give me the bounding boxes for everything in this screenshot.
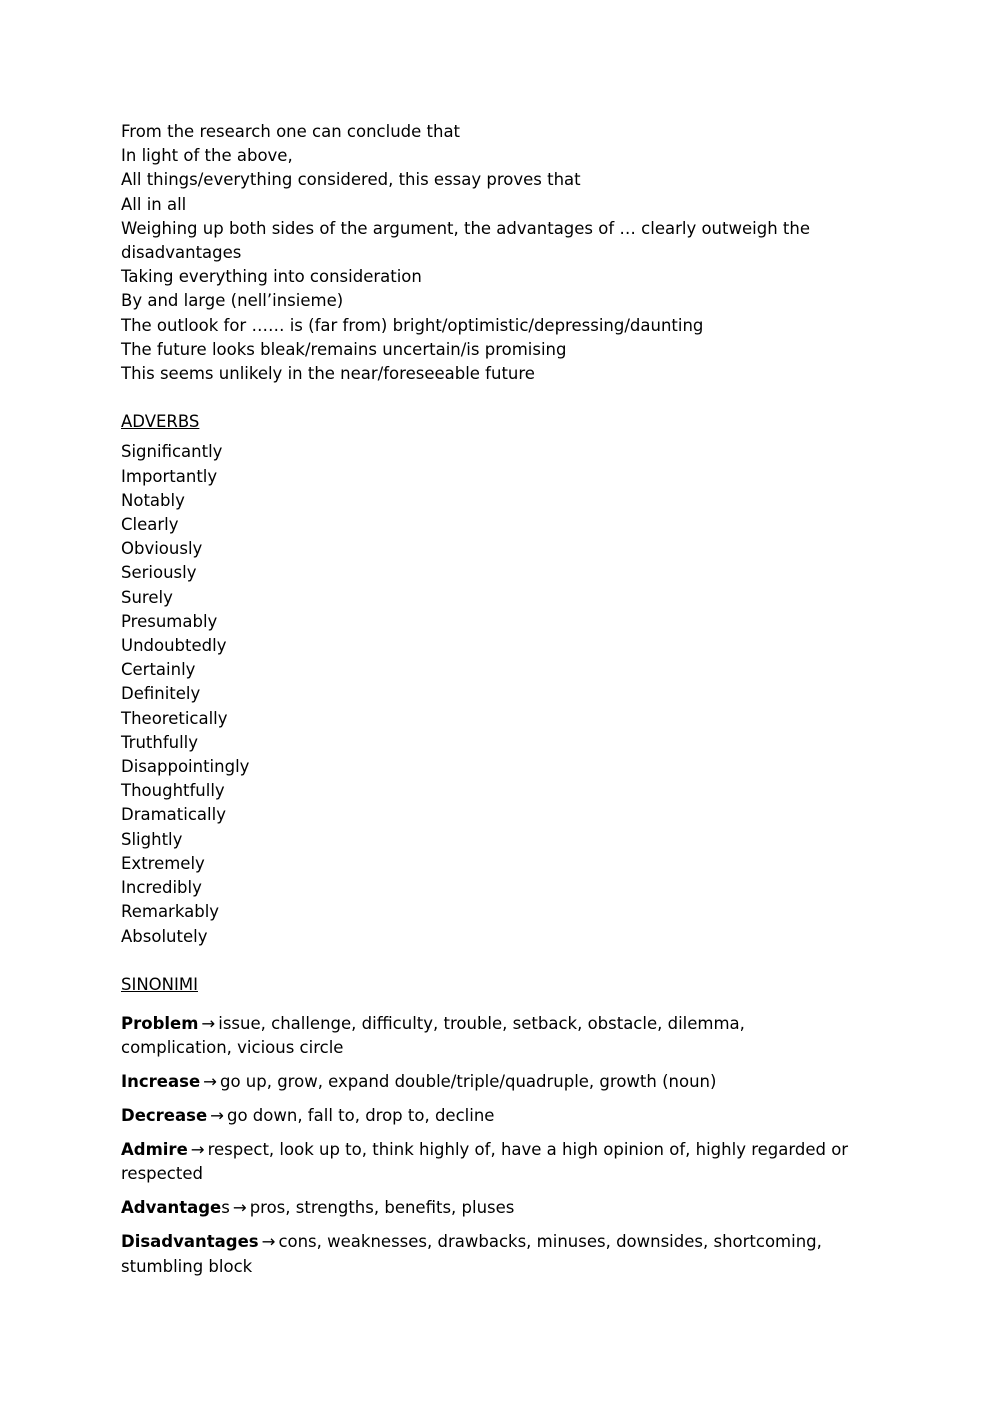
- list-item: By and large (nell’insieme): [121, 291, 344, 311]
- arrow-icon: →: [203, 1072, 217, 1092]
- document-page: [121, 120, 861, 1289]
- list-item: Undoubtedly: [121, 636, 227, 656]
- arrow-icon: →: [232, 1198, 247, 1218]
- adverbs-heading: ADVERBS: [121, 412, 200, 432]
- synonym-definition: issue, challenge, difficulty, trouble, setback, obstacle, dilemma, complication, vicious circle: [121, 1013, 745, 1058]
- synonym-term: Problem: [121, 1013, 199, 1033]
- list-item: Incredibly: [121, 878, 202, 898]
- synonym-term: Disadvantages: [121, 1232, 259, 1252]
- list-item: Taking everything into consideration: [121, 267, 422, 287]
- synonym-entry-admire: [121, 1138, 861, 1186]
- list-item: The future looks bleak/remains uncertain/is promising: [121, 339, 567, 359]
- synonym-entry-disadvantages: [121, 1230, 861, 1278]
- list-item: Seriously: [121, 563, 197, 583]
- synonym-term: Decrease: [121, 1106, 208, 1126]
- arrow-icon: →: [201, 1013, 216, 1033]
- synonym-entry-decrease: [121, 1104, 861, 1128]
- synonyms-heading: SINONIMI: [121, 974, 198, 994]
- list-item: All things/everything considered, this essay proves that: [121, 170, 581, 190]
- synonym-term: Admire: [121, 1140, 188, 1160]
- list-item: Disappointingly: [121, 757, 250, 777]
- list-item: Importantly: [121, 466, 218, 486]
- synonym-term: Advantage: [121, 1198, 222, 1218]
- synonym-term-suffix: s: [221, 1198, 230, 1218]
- arrow-icon: →: [190, 1140, 205, 1160]
- list-item: Surely: [121, 587, 173, 607]
- list-item: Presumably: [121, 611, 218, 631]
- list-item: Clearly: [121, 515, 179, 535]
- list-item: Certainly: [121, 660, 196, 680]
- conclusion-phrases-list: [121, 120, 861, 386]
- arrow-icon: →: [210, 1106, 224, 1126]
- synonym-definition: respect, look up to, think highly of, have a high opinion of, highly regarded or respected: [121, 1140, 849, 1184]
- synonym-definition: pros, strengths, benefits, pluses: [249, 1198, 515, 1218]
- list-item: Truthfully: [121, 732, 199, 752]
- list-item: Theoretically: [121, 708, 228, 728]
- list-item: All in all: [121, 194, 187, 214]
- list-item: Remarkably: [121, 902, 220, 922]
- synonym-definition: go down, fall to, drop to, decline: [226, 1106, 495, 1126]
- list-item: Extremely: [121, 853, 205, 873]
- list-item: Slightly: [121, 829, 183, 849]
- list-item: Thoughtfully: [121, 781, 225, 801]
- synonym-entry-increase: [121, 1070, 861, 1094]
- list-item: Absolutely: [121, 926, 208, 946]
- list-item: Weighing up both sides of the argument, the advantages of … clearly outweigh the disadvantages: [121, 218, 810, 263]
- list-item: Notably: [121, 490, 185, 510]
- list-item: Significantly: [121, 442, 223, 462]
- list-item: Definitely: [121, 684, 201, 704]
- adverbs-list: [121, 440, 861, 948]
- list-item: Dramatically: [121, 805, 226, 825]
- list-item: From the research one can conclude that: [121, 122, 461, 141]
- synonym-definition: cons, weaknesses, drawbacks, minuses, downsides, shortcoming, stumbling block: [121, 1232, 822, 1276]
- synonym-term: Increase: [121, 1072, 201, 1092]
- arrow-icon: →: [261, 1232, 276, 1252]
- list-item: The outlook for …… is (far from) bright/optimistic/depressing/daunting: [121, 315, 704, 335]
- synonym-entry-problem: [121, 1012, 861, 1060]
- list-item: This seems unlikely in the near/foreseeable future: [121, 364, 535, 384]
- synonym-entry-advantages: [121, 1196, 861, 1220]
- synonyms-list: [121, 1012, 861, 1279]
- list-item: Obviously: [121, 539, 203, 559]
- list-item: In light of the above,: [121, 146, 293, 166]
- synonym-definition: go up, grow, expand double/triple/quadruple, growth (noun): [219, 1072, 717, 1092]
